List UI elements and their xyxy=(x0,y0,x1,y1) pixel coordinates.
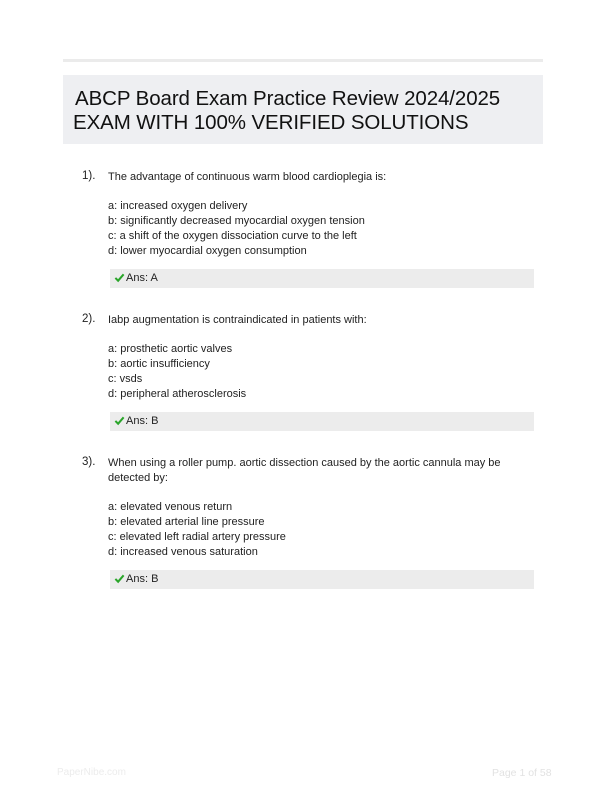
answer-label: Ans: A xyxy=(126,272,158,284)
document-title xyxy=(73,87,537,135)
question-text: When using a roller pump. aortic dissection caused by the aortic cannula may be detected by: xyxy=(108,457,501,484)
check-icon xyxy=(114,272,125,283)
question-number: 1). xyxy=(82,170,96,182)
option-a: a: elevated venous return xyxy=(108,501,233,513)
answer-box xyxy=(110,570,534,589)
option-a: a: prosthetic aortic valves xyxy=(108,343,233,355)
question-text: Iabp augmentation is contraindicated in patients with: xyxy=(108,314,367,326)
option-d: d: peripheral atherosclerosis xyxy=(108,388,247,400)
options-list xyxy=(108,199,365,259)
option-c: c: elevated left radial artery pressure xyxy=(108,531,286,543)
answer-label: Ans: B xyxy=(126,415,159,427)
options-list xyxy=(108,500,286,560)
option-c: c: a shift of the oxygen dissociation curve to the left xyxy=(108,230,357,242)
option-a: a: increased oxygen delivery xyxy=(108,200,248,212)
option-b: b: significantly decreased myocardial oxygen tension xyxy=(108,215,365,227)
option-c: c: vsds xyxy=(108,373,143,385)
options-list xyxy=(108,342,246,402)
check-icon xyxy=(114,573,125,584)
title-line-2: EXAM WITH 100% VERIFIED SOLUTIONS xyxy=(73,111,469,134)
option-b: b: elevated arterial line pressure xyxy=(108,516,265,528)
option-d: d: increased venous saturation xyxy=(108,546,258,558)
answer-label: Ans: B xyxy=(126,573,159,585)
option-b: b: aortic insufficiency xyxy=(108,358,210,370)
title-line-1: ABCP Board Exam Practice Review 2024/2025 xyxy=(75,87,501,110)
answer-box xyxy=(110,412,534,431)
answer-box xyxy=(110,269,534,288)
footer-site-watermark: PaperNibe.com xyxy=(57,767,126,778)
document-title-banner xyxy=(63,75,543,144)
check-icon xyxy=(114,415,125,426)
top-divider xyxy=(63,59,543,62)
footer-page-number: Page 1 of 58 xyxy=(492,767,552,779)
option-d: d: lower myocardial oxygen consumption xyxy=(108,245,307,257)
question-number: 3). xyxy=(82,456,96,468)
question-text: The advantage of continuous warm blood cardioplegia is: xyxy=(108,171,387,183)
question-number: 2). xyxy=(82,313,96,325)
